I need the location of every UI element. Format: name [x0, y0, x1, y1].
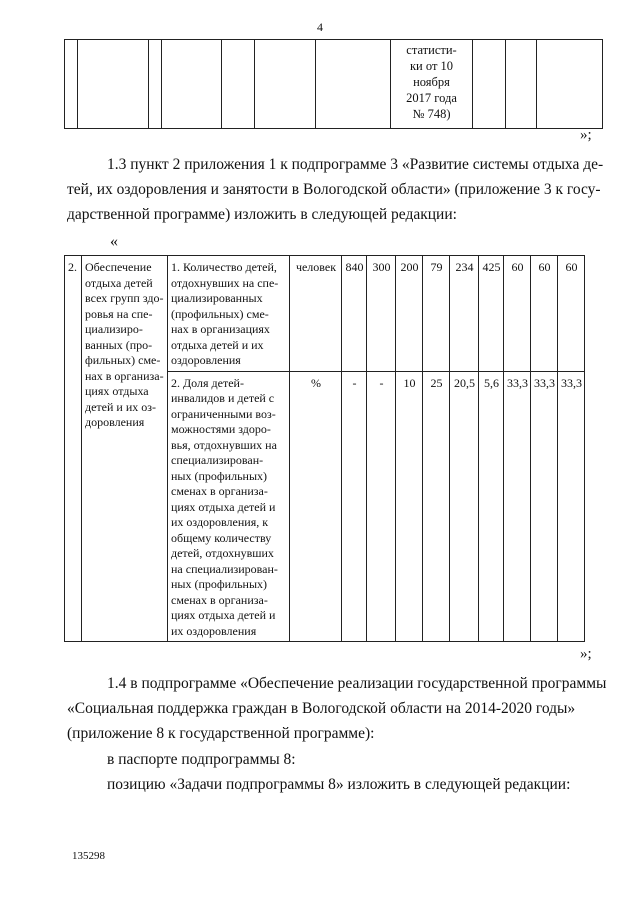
table-cell — [316, 40, 391, 129]
text-line: вья, отдохнувших на — [171, 437, 277, 452]
value-cell: 300 — [367, 256, 396, 372]
text-line: № 748) — [412, 107, 451, 121]
value-cell: 33,3 — [558, 371, 585, 642]
value-cell: - — [342, 371, 367, 642]
value-cell: 200 — [396, 256, 423, 372]
position-line: позицию «Задачи подпрограммы 8» изложить в следующей редакции: — [107, 776, 571, 793]
closing-quote: »; — [580, 127, 592, 143]
text-line: отдохнувших на спе- — [171, 275, 279, 290]
text-line: (профильных) сме- — [171, 306, 269, 321]
text-line: их оздоровления, к — [171, 515, 269, 529]
text-line: доровления — [85, 415, 145, 429]
text-line: отдыха детей и их — [171, 337, 264, 352]
value-cell: 60 — [558, 256, 585, 372]
top-table-fragment — [64, 39, 603, 129]
text-line: отдыха детей — [85, 275, 153, 290]
row-number: 2. — [65, 256, 82, 642]
stat-cell — [391, 40, 473, 129]
value-cell: 425 — [479, 256, 504, 372]
value-cell: 60 — [504, 256, 531, 372]
text-line: ных (профильных) — [171, 577, 268, 591]
value-cell: 79 — [423, 256, 450, 372]
table-cell — [78, 40, 149, 129]
text-line: нах в организа- — [85, 368, 164, 383]
text-line: Обеспечение — [85, 260, 152, 274]
table-cell — [222, 40, 255, 129]
text-line: ноября — [413, 75, 450, 89]
value-cell: - — [367, 371, 396, 642]
text-line: инвалидов и детей с — [171, 391, 275, 405]
text-line: всех групп здо- — [85, 291, 164, 305]
table-cell — [537, 40, 603, 129]
text-line: 2. Доля детей- — [171, 375, 244, 390]
unit-cell: человек — [290, 256, 342, 372]
table-cell — [162, 40, 222, 129]
text-line: ванных (про- — [85, 337, 153, 352]
text-line: специализирован- — [171, 453, 264, 467]
table-cell — [473, 40, 506, 129]
table-cell — [149, 40, 162, 129]
text-line: (приложение 8 к государственной программе): — [67, 725, 375, 742]
table-cell — [255, 40, 316, 129]
value-cell: 234 — [450, 256, 479, 372]
value-cell: 33,3 — [504, 371, 531, 642]
indicator-name-1 — [168, 256, 290, 372]
text-line: их оздоровления — [171, 623, 257, 638]
text-line: циализиро- — [85, 322, 143, 336]
closing-quote: »; — [580, 646, 592, 662]
text-line: статисти- — [406, 43, 457, 57]
unit-cell: % — [290, 371, 342, 642]
text-line: циях отдыха детей и — [171, 499, 276, 514]
text-line: нах в организациях — [171, 322, 270, 336]
paragraph-1-3 — [67, 152, 607, 227]
paragraph-1-4 — [67, 671, 607, 746]
text-line: можностями здоро- — [171, 422, 271, 436]
text-line: ных (профильных) — [171, 468, 268, 483]
passport-line: в паспорте подпрограммы 8: — [107, 751, 296, 768]
table-cell — [65, 40, 78, 129]
text-line: общему количеству — [171, 530, 272, 545]
text-line: оздоровления — [171, 353, 241, 367]
task-cell — [82, 256, 168, 642]
text-line: ровья на спе- — [85, 306, 153, 321]
text-line: дарственной программе) изложить в следующей редакции: — [67, 206, 457, 223]
text-line: сменах в организа- — [171, 592, 268, 607]
text-line: тей, их оздоровления и занятости в Вологодской области» (приложение 3 к госу- — [67, 181, 601, 198]
value-cell: 60 — [531, 256, 558, 372]
text-line: «Социальная поддержка граждан в Вологодской области на 2014-2020 годы» — [67, 700, 576, 717]
text-line: 1.3 пункт 2 приложения 1 к подпрограмме 3 «Развитие системы отдыха де- — [107, 156, 604, 173]
page-number: 4 — [317, 20, 323, 34]
value-cell: 25 — [423, 371, 450, 642]
text-line: сменах в организа- — [171, 484, 268, 498]
indicators-table — [64, 255, 585, 642]
value-cell: 20,5 — [450, 371, 479, 642]
text-line: 1. Количество детей, — [171, 260, 277, 274]
value-cell: 5,6 — [479, 371, 504, 642]
text-line: на специализирован- — [171, 561, 278, 576]
text-line: детей и их оз- — [85, 399, 157, 414]
text-line: циях отдыха — [85, 384, 149, 398]
opening-quote: « — [110, 233, 118, 250]
footer-code: 135298 — [72, 850, 105, 862]
table-row — [65, 256, 585, 372]
text-line: 1.4 в подпрограмме «Обеспечение реализации государственной программы — [107, 675, 607, 692]
value-cell: 840 — [342, 256, 367, 372]
indicator-name-2 — [168, 371, 290, 642]
text-line: ки от 10 — [409, 59, 454, 73]
text-line: 2017 года — [406, 91, 457, 105]
text-line: фильных) сме- — [85, 353, 161, 367]
text-line: циализированных — [171, 291, 263, 305]
value-cell: 33,3 — [531, 371, 558, 642]
text-line: детей, отдохнувших — [171, 546, 274, 560]
text-line: ограниченными воз- — [171, 406, 276, 421]
value-cell: 10 — [396, 371, 423, 642]
text-line: циях отдыха детей и — [171, 608, 276, 622]
table-cell — [506, 40, 537, 129]
